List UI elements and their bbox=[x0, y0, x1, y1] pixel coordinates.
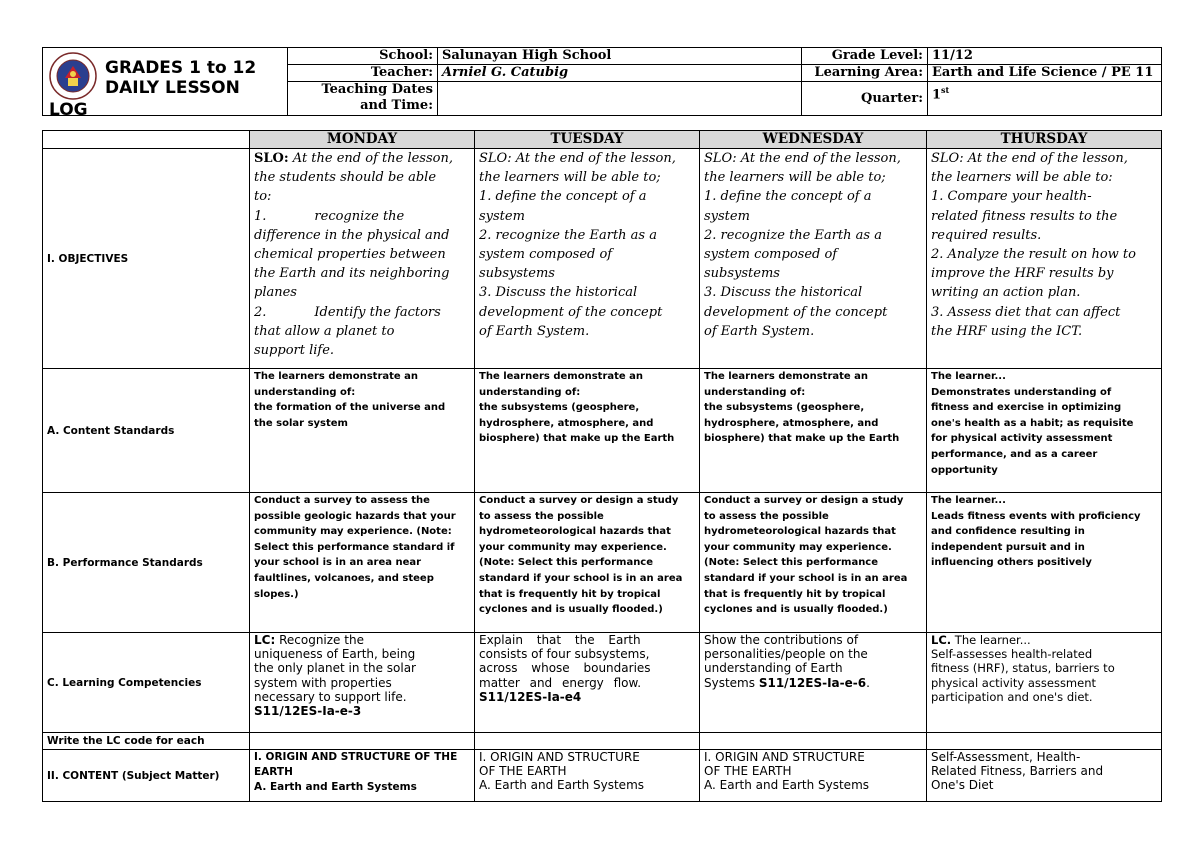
school-value[interactable]: Salunayan High School bbox=[438, 48, 802, 65]
content-mon-line: A. Earth and Earth Systems bbox=[254, 781, 417, 793]
cs-mon-line: understanding of: bbox=[254, 386, 356, 398]
content-wed-line: OF THE EARTH bbox=[704, 764, 792, 779]
ps-wed-line: your community may experience. bbox=[704, 541, 892, 553]
ps-tue-line: that is frequently hit by tropical bbox=[479, 588, 661, 600]
learning-competencies-thursday[interactable] bbox=[927, 633, 1162, 733]
lc-thu-lead: LC. bbox=[931, 633, 952, 647]
ps-mon-line: Conduct a survey to assess the bbox=[254, 495, 430, 506]
ps-mon-line: possible geologic hazards that your bbox=[254, 510, 456, 522]
obj-tue-line: 3. Discuss the historical bbox=[479, 285, 638, 301]
grade-level-value[interactable]: 11/12 bbox=[928, 48, 1162, 65]
obj-mon-l2: the students should be able bbox=[254, 170, 437, 186]
performance-standards-wednesday[interactable] bbox=[700, 493, 927, 633]
obj-mon-item2 bbox=[254, 303, 470, 322]
ps-thu-line: influencing others positively bbox=[931, 557, 1092, 569]
content-tuesday[interactable] bbox=[475, 750, 700, 802]
log-title-line3: LOG bbox=[49, 100, 88, 116]
teaching-dates-label-line1: Teaching Dates bbox=[321, 82, 433, 97]
cs-wed-line: biosphere) that make up the Earth bbox=[704, 433, 900, 445]
obj-wed-line: 2. recognize the Earth as a bbox=[704, 227, 882, 243]
objectives-monday[interactable] bbox=[250, 149, 475, 369]
learning-competencies-monday[interactable] bbox=[250, 633, 475, 733]
obj-tue-line: development of the concept bbox=[479, 304, 663, 320]
obj-wed-line: 3. Discuss the historical bbox=[704, 285, 863, 301]
day-header-monday: MONDAY bbox=[250, 131, 475, 149]
obj-tue-line: SLO: At the end of the lesson, bbox=[479, 151, 676, 166]
lc-mon-l3: the only planet in the solar bbox=[254, 661, 416, 676]
content-thursday[interactable] bbox=[927, 750, 1162, 802]
obj-mon-item1 bbox=[254, 207, 470, 226]
teacher-value[interactable]: Arniel G. Catubig bbox=[438, 65, 802, 82]
quarter-label: Quarter: bbox=[802, 82, 928, 116]
logo-title-cell bbox=[43, 48, 288, 116]
obj-mon-l5: difference in the physical and bbox=[254, 227, 450, 243]
lc-tue-code: S11/12ES-Ia-e4 bbox=[479, 689, 582, 704]
quarter-number: 1 bbox=[932, 87, 942, 103]
ps-thu-line: The learner... bbox=[931, 495, 1006, 506]
obj-thu-line: SLO: At the end of the lesson, bbox=[931, 151, 1128, 166]
content-thu-line: Related Fitness, Barriers and bbox=[931, 764, 1104, 779]
ps-mon-line: Select this performance standard if bbox=[254, 541, 455, 553]
obj-mon-lead: SLO: bbox=[254, 151, 289, 166]
header-table bbox=[42, 47, 1162, 116]
content-tue-line: OF THE EARTH bbox=[479, 764, 567, 779]
lc-thu-l5: participation and one's diet. bbox=[931, 689, 1093, 704]
lc-mon-lead: LC: bbox=[254, 633, 276, 647]
obj-thu-line: the HRF using the ICT. bbox=[931, 323, 1083, 339]
content-standards-label: A. Content Standards bbox=[43, 369, 250, 493]
lc-wed-l1: Show the contributions of bbox=[704, 633, 859, 647]
obj-thu-line: required results. bbox=[931, 227, 1042, 243]
obj-mon-l4b: recognize the bbox=[314, 208, 405, 224]
learning-competencies-label: C. Learning Competencies bbox=[43, 633, 250, 733]
objectives-label: I. OBJECTIVES bbox=[43, 149, 250, 369]
day-header-tuesday: TUESDAY bbox=[475, 131, 700, 149]
ps-tue-line: Conduct a survey or design a study bbox=[479, 495, 679, 506]
obj-mon-l8: planes bbox=[254, 285, 297, 301]
cs-tue-line: the subsystems (geosphere, bbox=[479, 402, 640, 414]
cs-tue-line: hydrosphere, atmosphere, and bbox=[479, 417, 654, 429]
content-mon-line: EARTH bbox=[254, 766, 293, 778]
ps-wed-line: hydrometeorological hazards that bbox=[704, 526, 896, 538]
obj-mon-l4a: 1. bbox=[254, 208, 267, 224]
ps-wed-line: to assess the possible bbox=[704, 510, 829, 522]
cs-mon-line: the solar system bbox=[254, 417, 348, 429]
quarter-suffix: st bbox=[941, 85, 950, 95]
content-standards-monday[interactable] bbox=[250, 369, 475, 493]
ps-mon-line: community may experience. (Note: bbox=[254, 526, 452, 538]
ps-wed-line: that is frequently hit by tropical bbox=[704, 588, 886, 600]
ps-tue-line: to assess the possible bbox=[479, 510, 604, 522]
ps-wed-line: standard if your school is in an area bbox=[704, 572, 908, 584]
obj-wed-line: SLO: At the end of the lesson, bbox=[704, 151, 901, 166]
lc-thu-l4: physical activity assessment bbox=[931, 675, 1097, 690]
obj-mon-l3: to: bbox=[254, 189, 272, 205]
performance-standards-tuesday[interactable] bbox=[475, 493, 700, 633]
ps-tue-line: cyclones and is usually flooded.) bbox=[479, 604, 663, 616]
lc-tue-l2: consists of four subsystems, bbox=[479, 647, 650, 662]
content-standards-tuesday[interactable] bbox=[475, 369, 700, 493]
content-wednesday[interactable] bbox=[700, 750, 927, 802]
lc-thu-l1: The learner... bbox=[951, 633, 1031, 647]
lc-mon-line bbox=[254, 633, 470, 647]
lc-mon-l1: Recognize the bbox=[275, 633, 364, 647]
content-standards-thursday[interactable] bbox=[927, 369, 1162, 493]
lc-code-wednesday[interactable] bbox=[700, 733, 927, 750]
obj-thu-line: the learners will be able to: bbox=[931, 170, 1113, 186]
lc-code-thursday[interactable] bbox=[927, 733, 1162, 750]
day-header-wednesday: WEDNESDAY bbox=[700, 131, 927, 149]
obj-tue-line: the learners will be able to; bbox=[479, 170, 661, 186]
ps-tue-line: (Note: Select this performance bbox=[479, 557, 654, 569]
cs-thu-line: opportunity bbox=[931, 464, 998, 476]
cs-thu-line: fitness and exercise in optimizing bbox=[931, 402, 1122, 414]
ps-tue-line: hydrometeorological hazards that bbox=[479, 526, 671, 538]
ps-thu-line: independent pursuit and in bbox=[931, 541, 1085, 553]
cs-tue-line: biosphere) that make up the Earth bbox=[479, 433, 675, 445]
learning-competencies-tuesday[interactable] bbox=[475, 633, 700, 733]
obj-tue-line: system composed of bbox=[479, 247, 613, 263]
ps-wed-line: Conduct a survey or design a study bbox=[704, 495, 904, 506]
school-label: School: bbox=[288, 48, 438, 65]
obj-mon-l7: the Earth and its neighboring bbox=[254, 266, 450, 282]
lc-thu-l2: Self-assesses health-related bbox=[931, 647, 1093, 662]
cs-wed-line: understanding of: bbox=[704, 386, 806, 398]
cs-tue-line: understanding of: bbox=[479, 386, 581, 398]
cs-wed-line: the subsystems (geosphere, bbox=[704, 402, 865, 414]
obj-wed-line: development of the concept bbox=[704, 304, 888, 320]
cs-thu-line: performance, and as a career bbox=[931, 448, 1098, 460]
lc-tue-l3: across whose boundaries bbox=[479, 661, 651, 676]
learning-competencies-wednesday[interactable] bbox=[700, 633, 927, 733]
obj-mon-l9a: 2. bbox=[254, 304, 267, 320]
lc-code-tuesday[interactable] bbox=[475, 733, 700, 750]
lc-wed-l3: understanding of Earth bbox=[704, 661, 843, 676]
lc-wed-l4b: . bbox=[866, 675, 870, 690]
cs-tue-line: The learners demonstrate an bbox=[479, 371, 644, 382]
cs-wed-line: The learners demonstrate an bbox=[704, 371, 869, 382]
lc-wed-line4 bbox=[704, 676, 922, 690]
objectives-thursday[interactable] bbox=[927, 149, 1162, 369]
obj-mon-l10: that allow a planet to bbox=[254, 323, 395, 339]
cs-thu-line: one's health as a habit; as requisite bbox=[931, 417, 1134, 429]
obj-wed-line: subsystems bbox=[704, 266, 780, 282]
ps-wed-line: cyclones and is usually flooded.) bbox=[704, 604, 888, 616]
ps-tue-line: your community may experience. bbox=[479, 541, 667, 553]
content-label: II. CONTENT (Subject Matter) bbox=[43, 750, 250, 802]
obj-wed-line: of Earth System. bbox=[704, 323, 815, 339]
content-wed-line: I. ORIGIN AND STRUCTURE bbox=[704, 750, 865, 764]
obj-thu-line: 2. Analyze the result on how to bbox=[931, 247, 1136, 263]
content-mon-line: I. ORIGIN AND STRUCTURE OF THE bbox=[254, 751, 458, 763]
ps-thu-line: and confidence resulting in bbox=[931, 526, 1085, 538]
lc-mon-l2: uniqueness of Earth, being bbox=[254, 647, 416, 662]
cs-thu-line: Demonstrates understanding of bbox=[931, 386, 1112, 398]
objectives-tuesday[interactable] bbox=[475, 149, 700, 369]
teaching-dates-value[interactable] bbox=[438, 82, 802, 116]
performance-standards-label: B. Performance Standards bbox=[43, 493, 250, 633]
teaching-dates-label bbox=[288, 82, 438, 116]
content-tue-line: A. Earth and Earth Systems bbox=[479, 778, 645, 793]
day-header-thursday: THURSDAY bbox=[927, 131, 1162, 149]
obj-wed-line: system bbox=[704, 208, 750, 224]
cs-thu-line: for physical activity assessment bbox=[931, 433, 1113, 445]
lc-mon-l4: system with properties bbox=[254, 675, 392, 690]
content-wed-line: A. Earth and Earth Systems bbox=[704, 778, 870, 793]
ps-mon-line: slopes.) bbox=[254, 588, 299, 600]
obj-tue-line: system bbox=[479, 208, 525, 224]
ps-mon-line: your school is in an area near bbox=[254, 557, 422, 569]
teaching-dates-label-line2: and Time: bbox=[360, 98, 433, 113]
objectives-wednesday[interactable] bbox=[700, 149, 927, 369]
learning-area-label: Learning Area: bbox=[802, 65, 928, 82]
obj-tue-line: subsystems bbox=[479, 266, 555, 282]
performance-standards-thursday[interactable] bbox=[927, 493, 1162, 633]
quarter-value[interactable] bbox=[928, 82, 1162, 116]
log-title-line2: DAILY LESSON bbox=[105, 78, 240, 98]
obj-tue-line: 2. recognize the Earth as a bbox=[479, 227, 657, 243]
lc-thu-l3: fitness (HRF), status, barriers to bbox=[931, 661, 1115, 676]
lesson-grid bbox=[42, 130, 1162, 802]
obj-tue-line: of Earth System. bbox=[479, 323, 590, 339]
ps-thu-line: Leads fitness events with proficiency bbox=[931, 510, 1141, 522]
lc-tue-l4: matter and energy flow. bbox=[479, 675, 642, 690]
performance-standards-monday[interactable] bbox=[250, 493, 475, 633]
teacher-label: Teacher: bbox=[288, 65, 438, 82]
obj-wed-line: the learners will be able to; bbox=[704, 170, 886, 186]
ps-wed-line: (Note: Select this performance bbox=[704, 557, 879, 569]
content-thu-line: Self-Assessment, Health- bbox=[931, 750, 1081, 764]
grade-level-label: Grade Level: bbox=[802, 48, 928, 65]
lc-wed-code: S11/12ES-Ia-e-6 bbox=[758, 675, 867, 690]
obj-mon-line bbox=[254, 149, 470, 168]
content-standards-wednesday[interactable] bbox=[700, 369, 927, 493]
obj-thu-line: improve the HRF results by bbox=[931, 266, 1114, 282]
obj-mon-l1: At the end of the lesson, bbox=[288, 151, 453, 166]
obj-thu-line: related fitness results to the bbox=[931, 208, 1118, 224]
ps-tue-line: standard if your school is in an area bbox=[479, 572, 683, 584]
lc-mon-l5: necessary to support life. bbox=[254, 689, 407, 704]
obj-tue-line: 1. define the concept of a bbox=[479, 189, 647, 205]
obj-mon-l9b: Identify the factors bbox=[314, 304, 441, 320]
cs-mon-line: the formation of the universe and bbox=[254, 402, 446, 414]
log-title-line1: GRADES 1 to 12 bbox=[105, 58, 257, 78]
ps-mon-line: faultlines, volcanoes, and steep bbox=[254, 572, 434, 584]
deped-seal-icon bbox=[49, 52, 97, 100]
obj-wed-line: 1. define the concept of a bbox=[704, 189, 872, 205]
day-header-blank bbox=[43, 131, 250, 149]
content-thu-line: One's Diet bbox=[931, 778, 994, 793]
cs-thu-line: The learner... bbox=[931, 371, 1006, 382]
obj-mon-l6: chemical properties between bbox=[254, 247, 446, 263]
cs-mon-line: The learners demonstrate an bbox=[254, 371, 419, 382]
obj-thu-line: 3. Assess diet that can affect bbox=[931, 304, 1121, 320]
content-tue-line: I. ORIGIN AND STRUCTURE bbox=[479, 750, 640, 764]
lc-wed-l2: personalities/people on the bbox=[704, 647, 868, 662]
obj-thu-line: 1. Compare your health- bbox=[931, 189, 1092, 205]
lc-code-monday[interactable] bbox=[250, 733, 475, 750]
cs-wed-line: hydrosphere, atmosphere, and bbox=[704, 417, 879, 429]
lc-tue-l1: Explain that the Earth bbox=[479, 633, 641, 647]
lc-mon-code: S11/12ES-Ia-e-3 bbox=[254, 704, 362, 719]
lc-thu-line bbox=[931, 633, 1157, 647]
learning-area-value[interactable]: Earth and Life Science / PE 11 bbox=[928, 65, 1162, 82]
obj-mon-l11: support life. bbox=[254, 343, 335, 359]
obj-thu-line: writing an action plan. bbox=[931, 285, 1081, 301]
lc-wed-l4a: Systems bbox=[704, 675, 759, 690]
content-monday[interactable] bbox=[250, 750, 475, 802]
lc-code-note: Write the LC code for each bbox=[43, 733, 250, 750]
obj-wed-line: system composed of bbox=[704, 247, 838, 263]
